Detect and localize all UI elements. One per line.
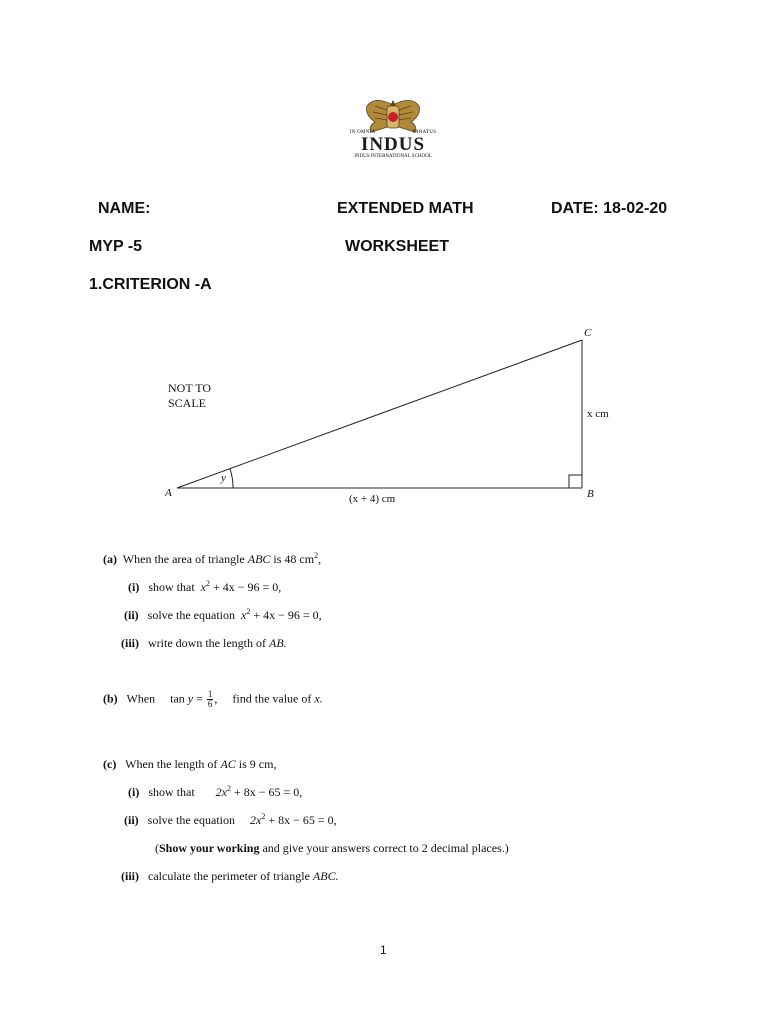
vertex-a-label: A [165, 487, 172, 499]
right-angle-mark [569, 475, 582, 488]
angle-y-arc [230, 469, 233, 488]
side-ac-line [177, 340, 582, 488]
vertex-c-label: C [584, 327, 592, 339]
date-label: DATE: 18-02-20 [551, 200, 668, 217]
question-b-label: (b) [103, 691, 118, 706]
name-label: NAME: [98, 200, 151, 217]
grade-label: MYP -5 [89, 238, 143, 255]
question-c-label: (c) [103, 757, 117, 771]
question-c-note: (Show your working and give your answers correct to 2 decimal places.) [155, 841, 509, 855]
question-b: (b) When tan y = $\frac{1}{6}$ , find the value of x. [103, 689, 323, 709]
question-a-area: is 48 cm [273, 552, 315, 566]
question-a-iii: (iii) write down the length of AB. [121, 636, 287, 650]
question-c-iii: (iii) calculate the perimeter of triangle ABC. [121, 869, 339, 883]
fraction-one-sixth: $\frac{1}{6}$ [207, 689, 213, 709]
question-a-i-label: (i) [128, 580, 140, 594]
question-a-iii-label: (iii) [121, 636, 139, 650]
question-c-iii-label: (iii) [121, 869, 139, 883]
not-to-scale-line1: NOT TO [168, 381, 212, 395]
question-c-ii: (ii) solve the equation $2x^2 + 8x - 65 = 0$, [124, 812, 337, 827]
angle-y-label: y [221, 472, 226, 484]
question-a-ii-label: (ii) [124, 608, 139, 622]
document-type: WORKSHEET [345, 238, 449, 255]
question-a-exp: 2 [314, 551, 319, 560]
question-c: (c) When the length of AC is 9 cm, [103, 757, 277, 771]
logo-motto-left: IN OMNIA [349, 130, 376, 135]
vertex-b-label: B [587, 488, 594, 500]
side-ab-label: (x + 4) cm [349, 493, 396, 505]
question-a-triangle: ABC [247, 552, 271, 566]
triangle-diagram [0, 320, 768, 520]
question-c-ii-label: (ii) [124, 813, 139, 827]
school-logo [335, 96, 451, 162]
question-a-text: When the area of triangle [122, 552, 245, 566]
question-a: (a) When the area of triangle ABC is 48 $cm^2$, [103, 551, 322, 566]
question-c-i: (i) show that $2x^2 + 8x - 65 = 0$, [128, 784, 303, 799]
logo-name: INDUS [360, 134, 426, 155]
page-number: 1 [380, 943, 387, 957]
criterion-heading: 1.CRITERION -A [89, 276, 212, 293]
logo-subtitle: INDUS INTERNATIONAL SCHOOL [354, 154, 432, 159]
logo-motto-right: PARATUS [412, 130, 437, 135]
question-a-label: (a) [103, 552, 117, 566]
question-a-i: (i) show that $x^2 + 4x - 96 = 0$, [128, 579, 282, 594]
not-to-scale-line2: SCALE [168, 396, 207, 410]
question-c-i-label: (i) [128, 785, 140, 799]
side-bc-label: x cm [587, 408, 609, 420]
subject-title: EXTENDED MATH [337, 200, 474, 217]
question-a-ii: (ii) solve the equation $x^2 + 4x - 96 = 0$, [124, 607, 322, 622]
